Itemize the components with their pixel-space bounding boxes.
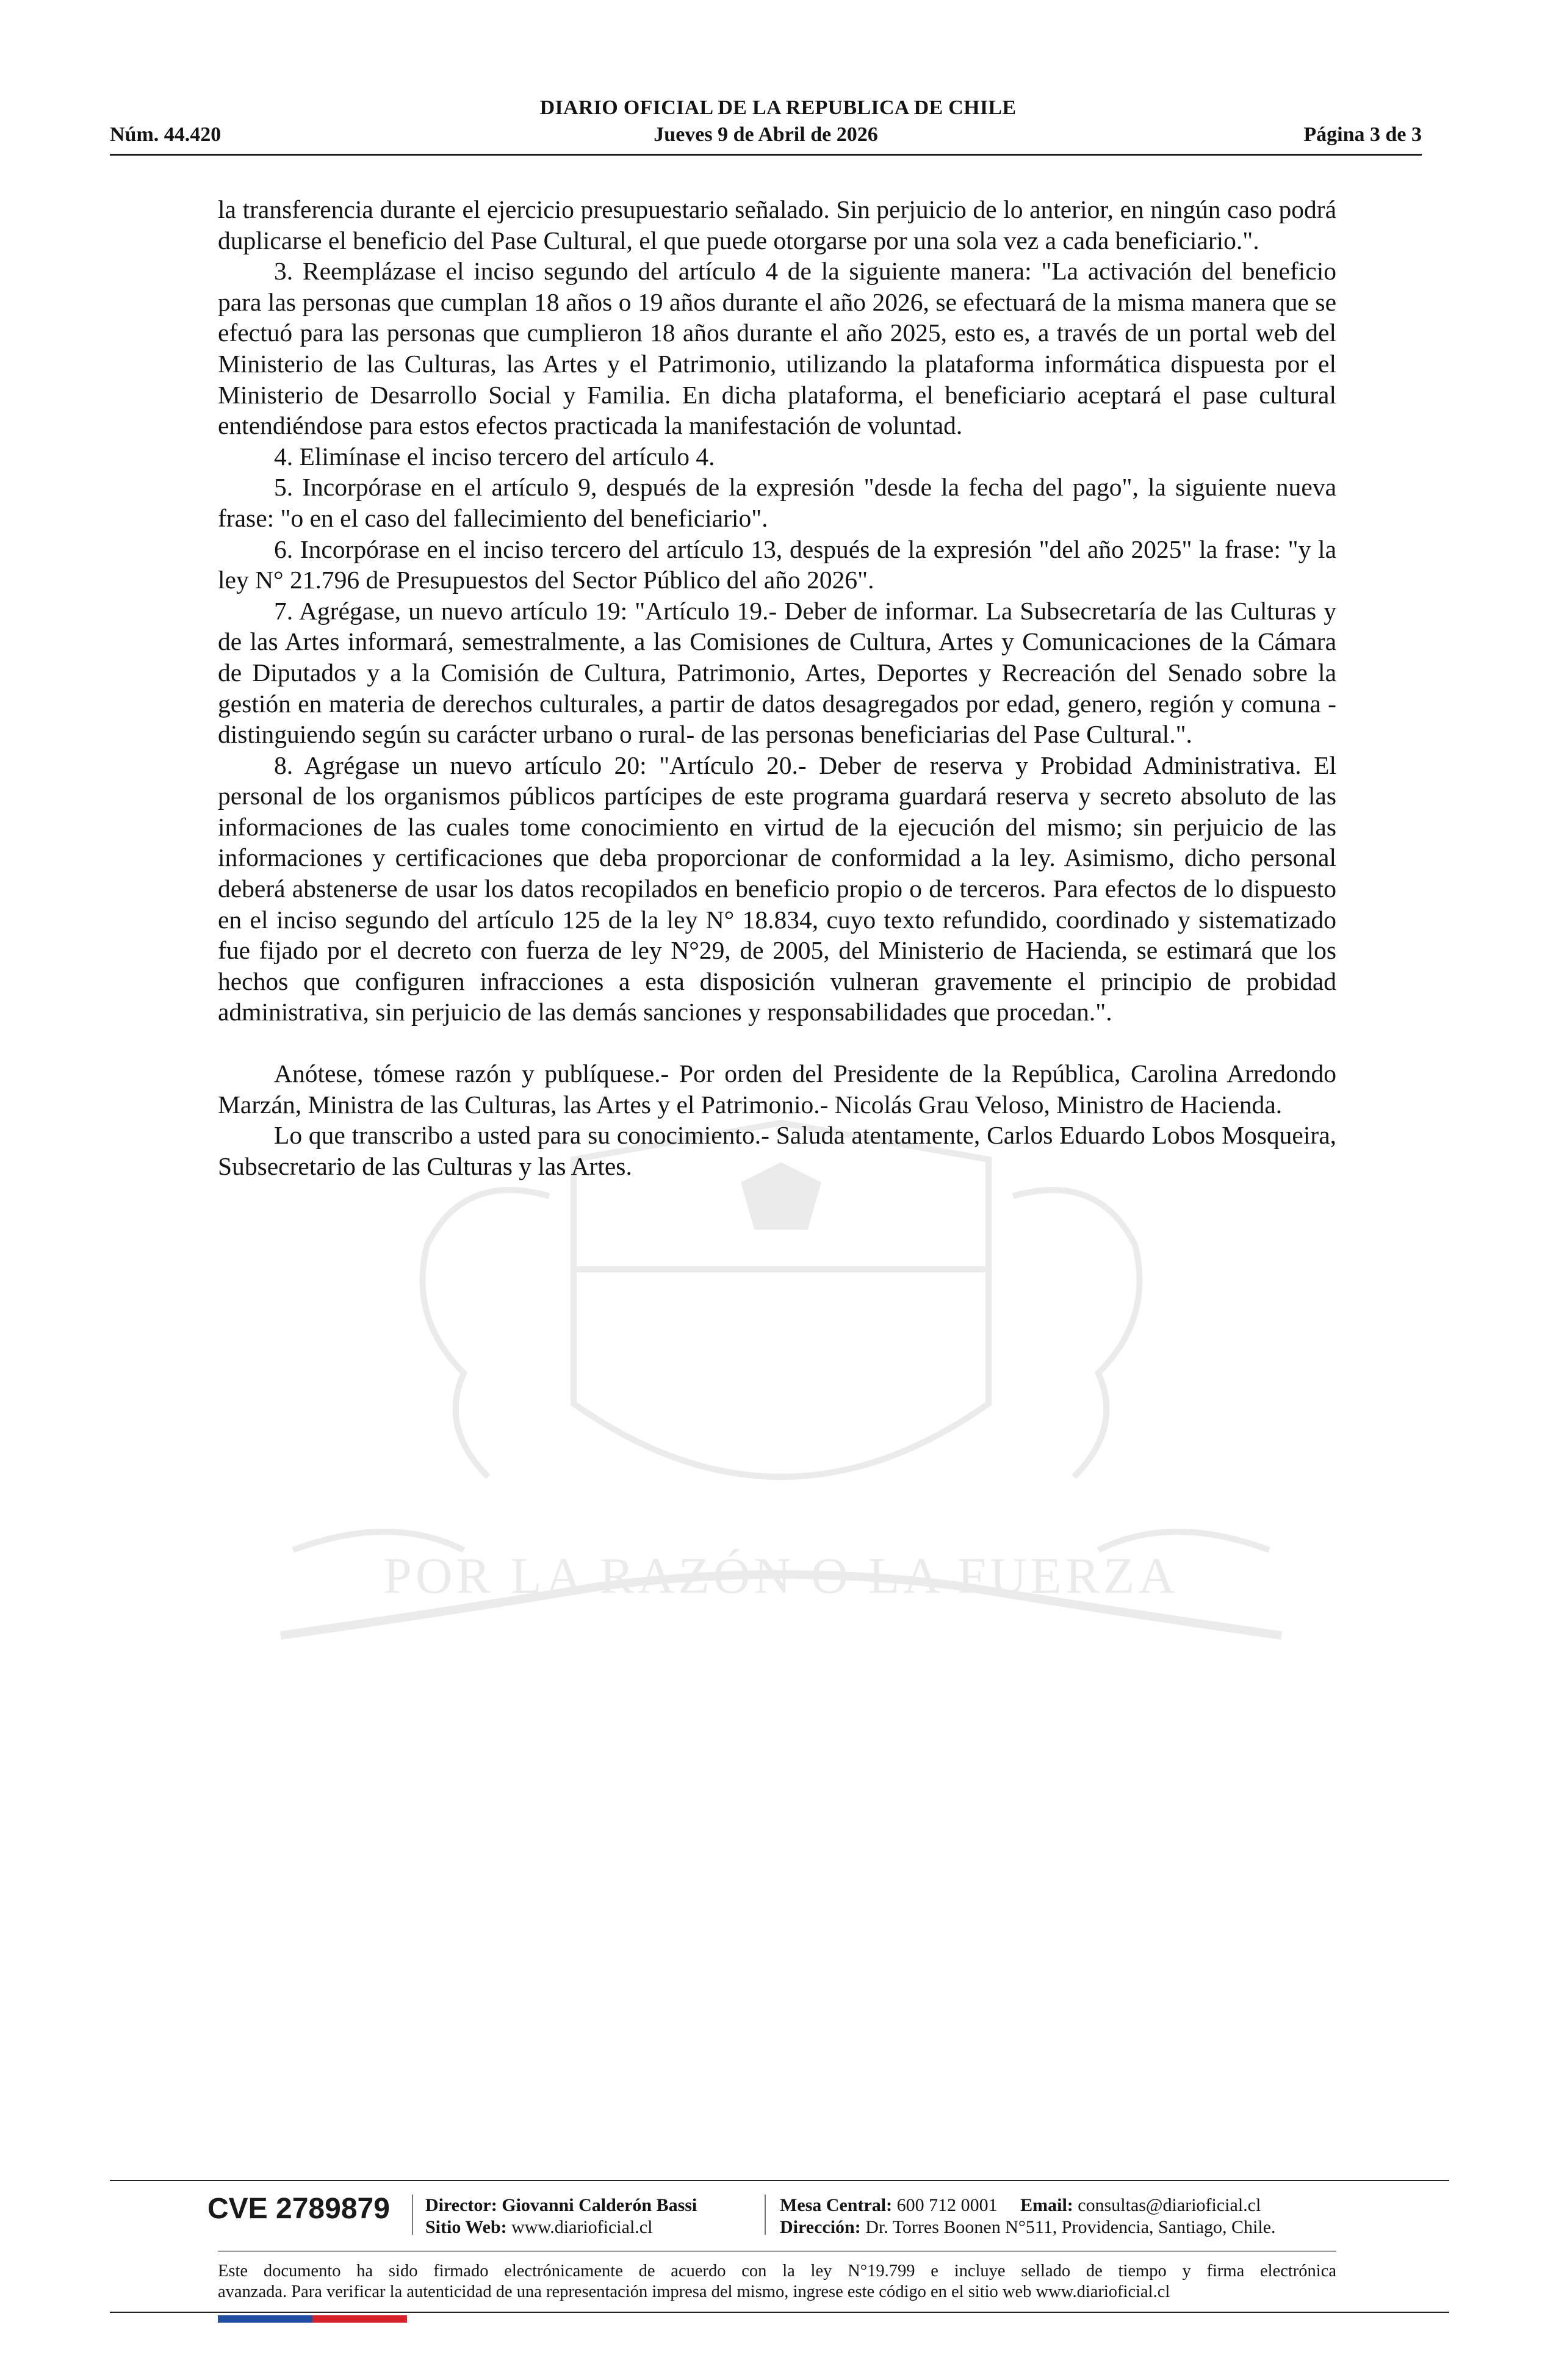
paragraph-continuation: la transferencia durante el ejercicio presupuestario señalado. Sin perjuicio de lo anterior, en ningún caso podrá duplicarse el beneficio del Pase Cultural, el que puede otorgarse por una sola vez a cada beneficiario.".: [218, 195, 1336, 254]
director-label: Director:: [425, 2195, 497, 2215]
email-label: Email:: [1020, 2195, 1073, 2215]
email-link[interactable]: consultas@diarioficial.cl: [1078, 2195, 1261, 2215]
watermark-motto: POR LA RAZÓN O LA FUERZA: [383, 1548, 1179, 1604]
phone-number: 600 712 0001: [896, 2195, 998, 2215]
paragraph-closing: Anótese, tómese razón y publíquese.- Por orden del Presidente de la República, Carolina Arredondo Marzán, Ministra de las Culturas, las Artes y el Patrimonio.- Nicolás Grau Veloso, Ministro de Hacienda.: [218, 1059, 1336, 1119]
issue-date: Jueves 9 de Abril de 2026: [654, 123, 878, 146]
cve-code: CVE 2789879: [207, 2193, 390, 2225]
footer-separator: [412, 2194, 413, 2235]
paragraph-transcription: Lo que transcribo a usted para su conocimiento.- Saluda atentamente, Carlos Eduardo Lobos Mosqueira, Subsecretario de las Culturas y las Artes.: [218, 1121, 1336, 1180]
address-label: Dirección:: [780, 2217, 861, 2237]
flag-stripe: [218, 2315, 407, 2323]
flag-blue-segment: [218, 2315, 312, 2323]
paragraph-item-3: 3. Reemplázase el inciso segundo del artículo 4 de la siguiente manera: "La activación del beneficio para las personas que cumplan 18 años o 19 años durante el año 2026, se efectuará de la misma manera que se efectuó para las personas que cumplieron 18 años durante el año 2025, esto es, a través de un portal web del Ministerio de las Culturas, las Artes y el Patrimonio, utilizando la plataforma informática dispuesta por el Ministerio de Desarrollo Social y Familia. En dicha plataforma, el beneficiario aceptará el pase cultural entendiéndose para estos efectos practicada la manifestación de voluntad.: [218, 257, 1336, 440]
paragraph-item-5: 5. Incorpórase en el artículo 9, después de la expresión "desde la fecha del pago", la siguiente nueva frase: "o en el caso del fallecimiento del beneficiario".: [218, 473, 1336, 532]
phone-label: Mesa Central:: [780, 2195, 893, 2215]
footer-separator: [765, 2194, 766, 2235]
site-label: Sitio Web:: [425, 2217, 507, 2237]
site-link[interactable]: www.diarioficial.cl: [511, 2217, 653, 2237]
legal-line: avanzada. Para verificar la autenticidad de una representación impresa del mismo, ingrese este código en el sitio web www.diarioficial.cl: [218, 2282, 1170, 2301]
publication-title: DIARIO OFICIAL DE LA REPUBLICA DE CHILE: [539, 96, 1017, 119]
footer-top-rule: [110, 2180, 1449, 2181]
header-row: [110, 123, 1422, 150]
header-divider: [110, 154, 1422, 156]
paragraph-item-4: 4. Elimínase el inciso tercero del artículo 4.: [274, 442, 715, 471]
address-value: Dr. Torres Boonen N°511, Providencia, Santiago, Chile.: [865, 2217, 1276, 2237]
legal-line: Este documento ha sido firmado electrónicamente de acuerdo con la ley N°19.799 e incluye sellado de tiempo y firma electrónica: [218, 2262, 1336, 2281]
paragraph-item-8: 8. Agrégase un nuevo artículo 20: "Artículo 20.- Deber de reserva y Probidad Administrativa. El personal de los organismos públicos partícipes de este programa guardará reserva y secreto absoluto de las informaciones de las cuales tome conocimiento en virtud de la ejecución del mismo; sin perjuicio de las informaciones y certificaciones que deba proporcionar de conformidad a la ley. Asimismo, dicho personal deberá abstenerse de usar los datos recopilados en beneficio propio o de terceros. Para efectos de lo dispuesto en el inciso segundo del artículo 125 de la ley N° 18.834, cuyo texto refundido, coordinado y sistematizado fue fijado por el decreto con fuerza de ley N°29, de 2005, del Ministerio de Hacienda, se estimará que los hechos que configuren infracciones a esta disposición vulneran gravemente el principio de probidad administrativa, sin perjuicio de las demás sanciones y responsabilidades que procedan.".: [218, 751, 1336, 1026]
paragraph-item-6: 6. Incorpórase en el inciso tercero del artículo 13, después de la expresión "del año 2025" la frase: "y la ley N° 21.796 de Presupuestos del Sector Público del año 2026".: [218, 535, 1336, 594]
flag-red-segment: [312, 2315, 407, 2323]
paragraph-item-7: 7. Agrégase, un nuevo artículo 19: "Artículo 19.- Deber de informar. La Subsecretaría de las Culturas y de las Artes informará, semestralmente, a las Comisiones de Cultura, Artes y Comunicaciones de la Cámara de Diputados y a la Comisión de Cultura, Patrimonio, Artes, Deportes y Recreación del Senado sobre la gestión en materia de derechos culturales, a partir de datos desagregados por edad, genero, región y comuna -distinguiendo según su carácter urbano o rural- de las personas beneficiarias del Pase Cultural.".: [218, 596, 1336, 749]
director-name: Giovanni Calderón Bassi: [502, 2195, 697, 2215]
issue-number: Núm. 44.420: [110, 123, 222, 146]
footer-mid-rule: [218, 2251, 1336, 2252]
footer-bottom-rule: [110, 2312, 1449, 2313]
legal-notice: [218, 2261, 1336, 2302]
footer-director-block: [425, 2194, 697, 2238]
footer-contact-block: [780, 2194, 1276, 2238]
page-indicator: Página 3 de 3: [1303, 123, 1422, 146]
decree-text: [218, 194, 1336, 1181]
